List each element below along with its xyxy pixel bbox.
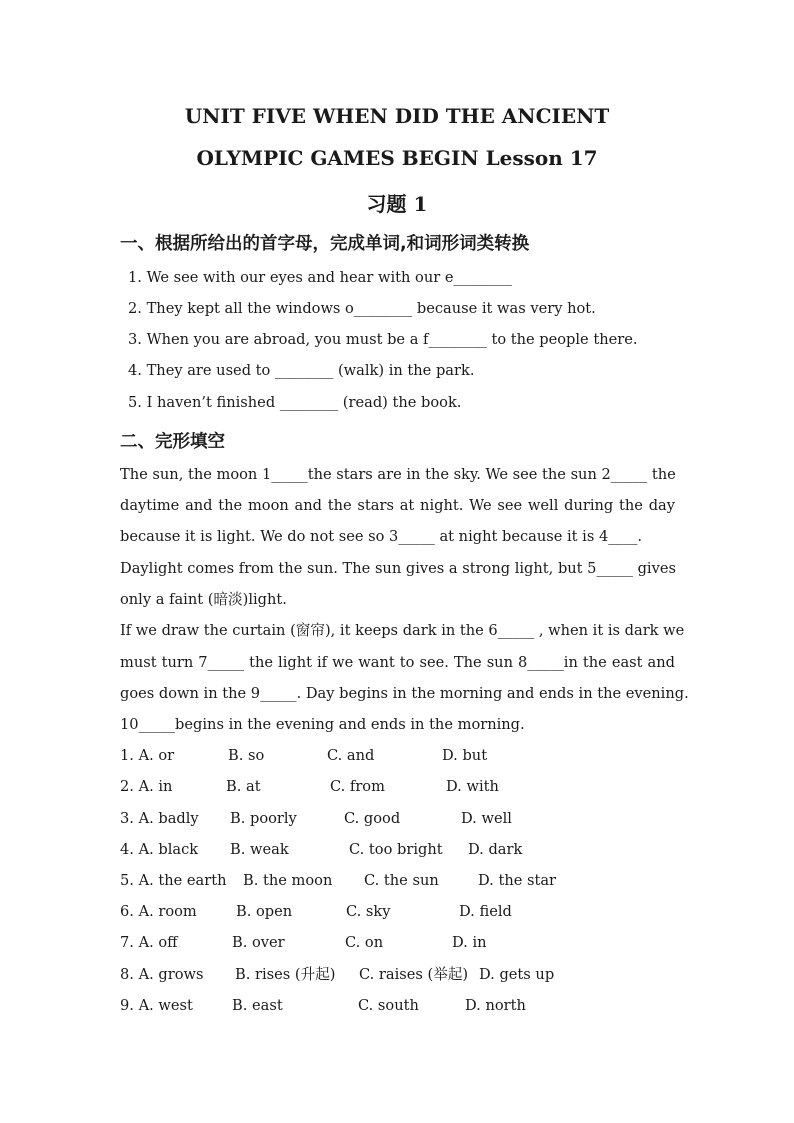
- option-4-d: D. dark: [468, 841, 523, 858]
- passage-line-1: The sun, the moon 1_____the stars are in the sky. We see the sun 2_____ the: [120, 466, 676, 483]
- option-7-d: D. in: [452, 934, 487, 951]
- option-3-c: C. good: [344, 810, 401, 827]
- option-3-b: B. poorly: [230, 810, 297, 827]
- passage-line-6: If we draw the curtain (窗帘), it keeps dark in the 6_____ , when it is dark we: [120, 622, 685, 639]
- passage-line-8: goes down in the 9_____. Day begins in the morning and ends in the evening.: [120, 685, 689, 702]
- passage-line-4: Daylight comes from the sun. The sun gives a strong light, but 5_____ gives: [120, 560, 676, 577]
- option-8-c: C. raises (举起): [359, 966, 469, 983]
- option-9-c: C. south: [358, 997, 419, 1014]
- option-4-b: B. weak: [230, 841, 289, 858]
- option-6-c: C. sky: [346, 903, 391, 920]
- passage-line-9: 10_____begins in the evening and ends in the morning.: [120, 716, 525, 733]
- option-2-c: C. from: [330, 778, 385, 795]
- question-3: 3. When you are abroad, you must be a f________ to the people there.: [128, 331, 638, 348]
- option-4-c: C. too bright: [349, 841, 443, 858]
- option-2-b: B. at: [226, 778, 261, 795]
- passage-line-5: only a faint (暗淡)light.: [120, 591, 287, 608]
- option-1-c: C. and: [327, 747, 375, 764]
- option-6-b: B. open: [236, 903, 293, 920]
- option-3-a: 3. A. badly: [120, 810, 199, 827]
- option-5-b: B. the moon: [243, 872, 333, 889]
- option-9-b: B. east: [232, 997, 283, 1014]
- passage-line-2: daytime and the moon and the stars at night. We see well during the day: [120, 497, 675, 514]
- option-2-a: 2. A. in: [120, 778, 173, 795]
- title-line-3: 习题 1: [366, 192, 428, 216]
- option-6-d: D. field: [459, 903, 512, 920]
- option-9-d: D. north: [465, 997, 526, 1014]
- option-7-b: B. over: [232, 934, 285, 951]
- option-2-d: D. with: [446, 778, 499, 795]
- question-2: 2. They kept all the windows o________ because it was very hot.: [128, 300, 596, 317]
- option-8-d: D. gets up: [479, 966, 555, 983]
- option-3-d: D. well: [461, 810, 512, 827]
- question-1: 1. We see with our eyes and hear with our e________: [128, 269, 512, 286]
- option-1-b: B. so: [228, 747, 265, 764]
- option-1-a: 1. A. or: [120, 747, 175, 764]
- title-line-1: UNIT FIVE WHEN DID THE ANCIENT: [184, 104, 610, 128]
- option-5-c: C. the sun: [364, 872, 439, 889]
- option-6-a: 6. A. room: [120, 903, 197, 920]
- option-4-a: 4. A. black: [120, 841, 199, 858]
- option-9-a: 9. A. west: [120, 997, 193, 1014]
- option-7-c: C. on: [345, 934, 384, 951]
- option-5-a: 5. A. the earth: [120, 872, 227, 889]
- option-7-a: 7. A. off: [120, 934, 178, 951]
- option-1-d: D. but: [442, 747, 488, 764]
- title-line-2: OLYMPIC GAMES BEGIN Lesson 17: [196, 146, 598, 170]
- section-1-heading: 一、根据所给出的首字母，完成单词,和词形词类转换: [120, 234, 530, 254]
- option-8-b: B. rises (升起): [235, 966, 336, 983]
- passage-line-7: must turn 7_____ the light if we want to see. The sun 8_____in the east and: [120, 654, 675, 671]
- passage-line-3: because it is light. We do not see so 3_____ at night because it is 4____.: [120, 528, 643, 545]
- section-2-heading: 二、完形填空: [120, 432, 225, 452]
- question-4: 4. They are used to ________ (walk) in the park.: [128, 362, 475, 379]
- option-8-a: 8. A. grows: [120, 966, 204, 983]
- option-5-d: D. the star: [478, 872, 557, 889]
- question-5: 5. I haven’t finished ________ (read) the book.: [128, 394, 462, 411]
